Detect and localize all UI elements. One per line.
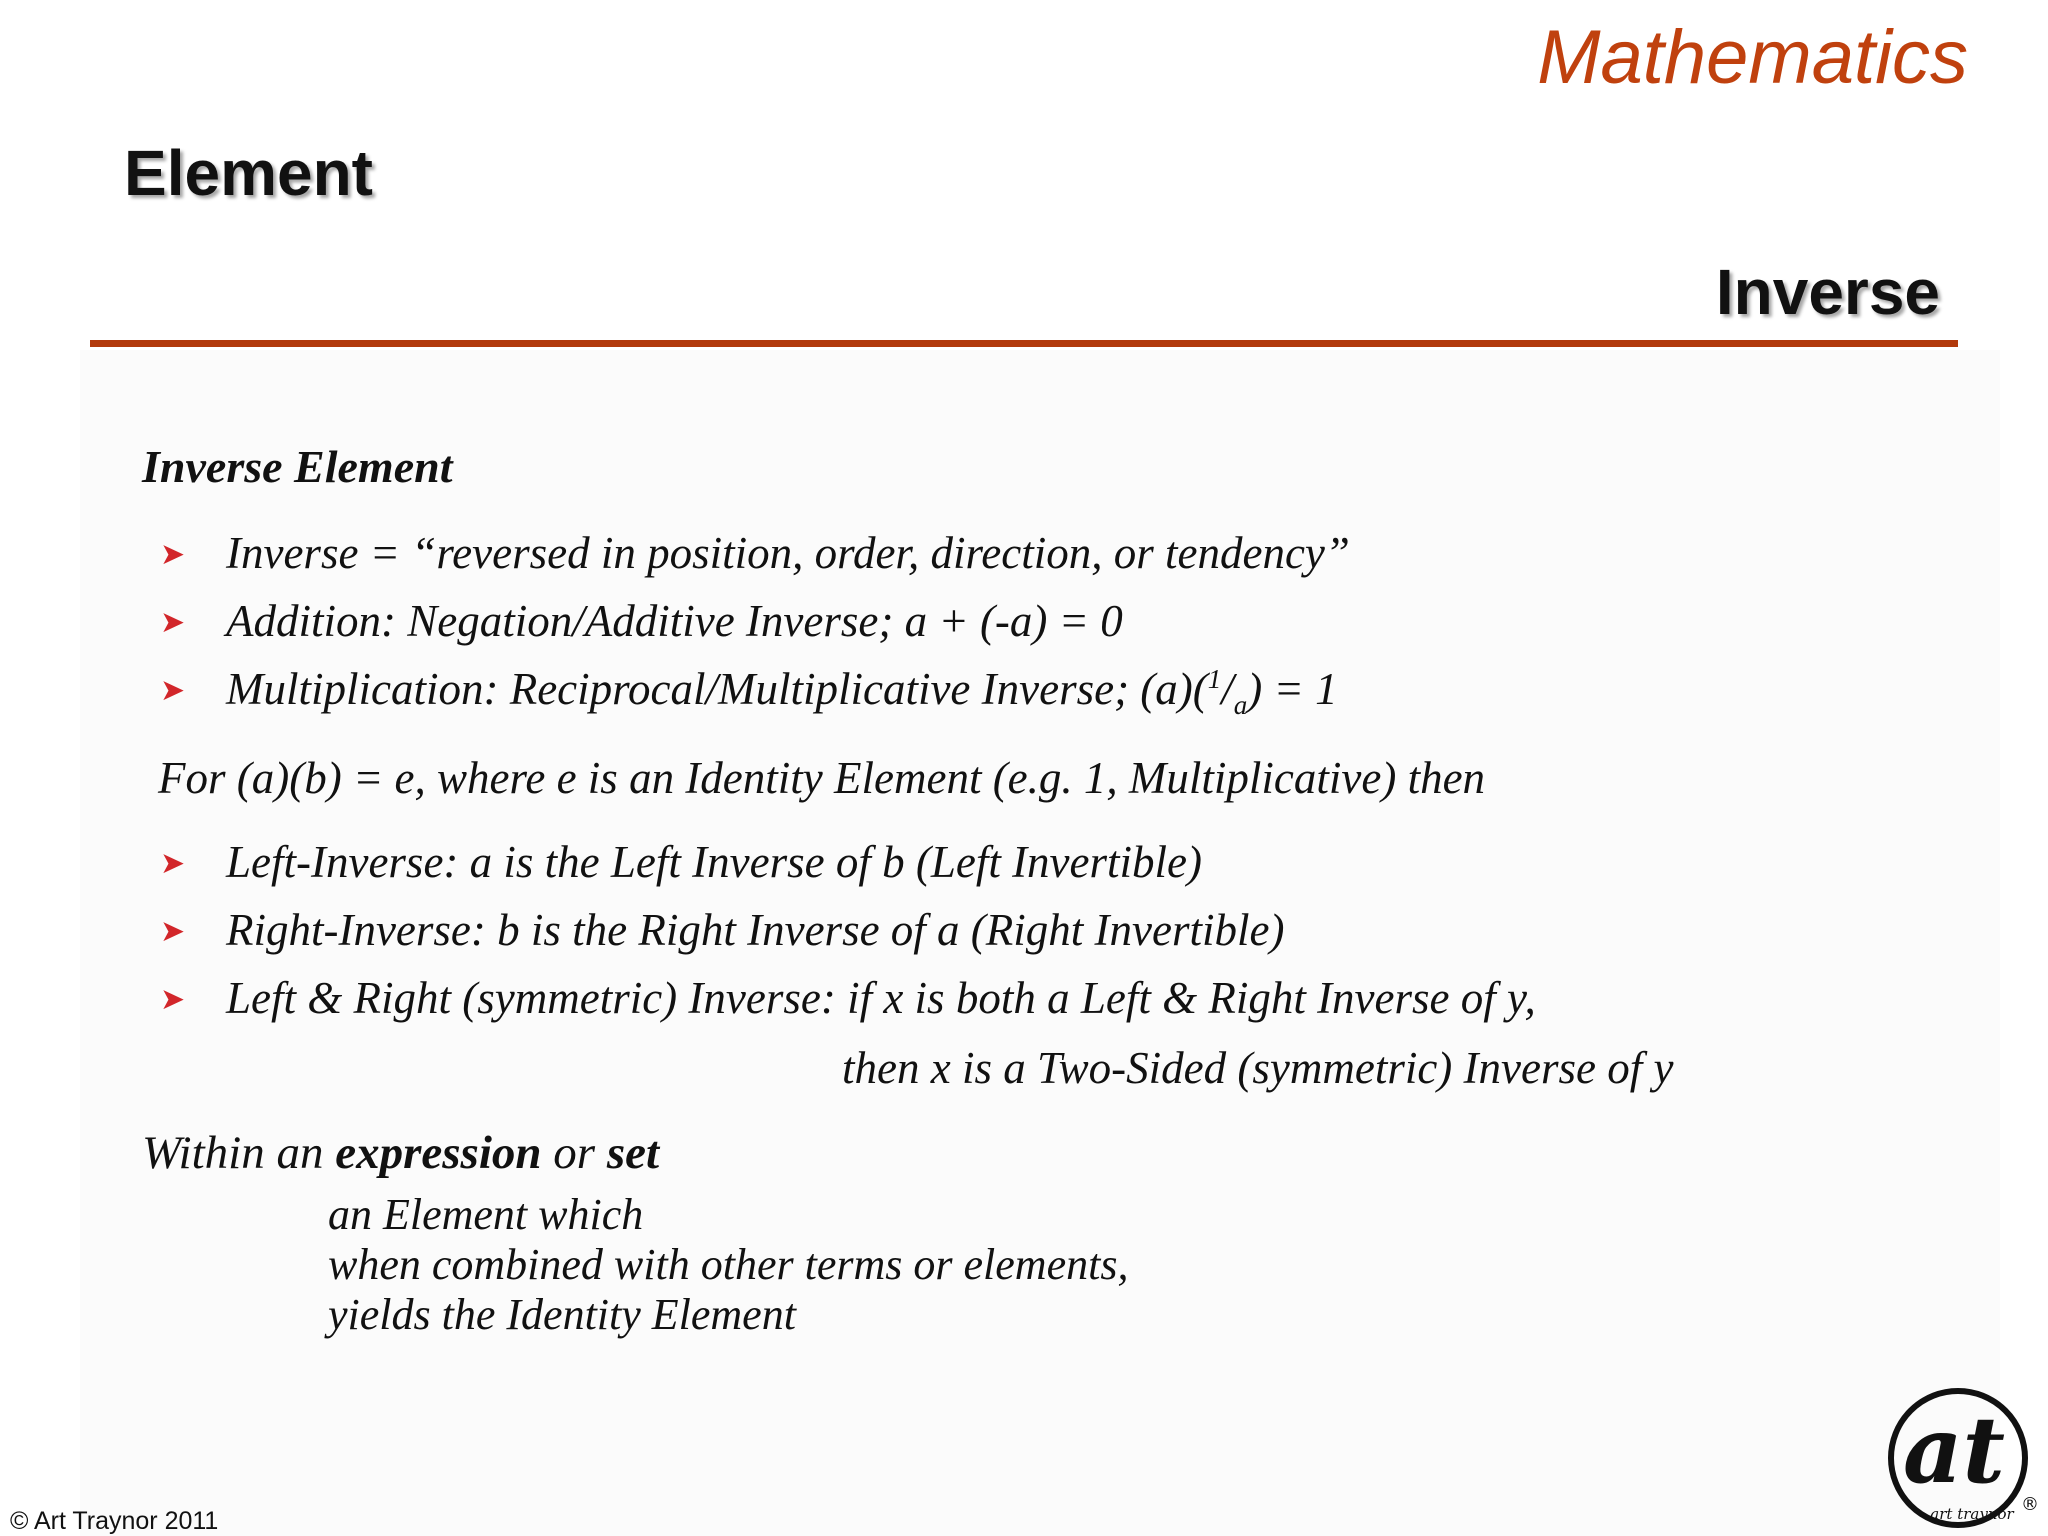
arrow-bullet-icon: ➤ [160, 847, 186, 881]
set-term: set [606, 1127, 660, 1179]
title-divider [90, 340, 1958, 347]
arrow-bullet-icon: ➤ [160, 983, 186, 1017]
within-line [142, 1126, 659, 1180]
definition-line: yields the Identity Element [328, 1290, 796, 1339]
bullet-item [160, 527, 1350, 579]
arrow-bullet-icon: ➤ [160, 606, 186, 640]
art-traynor-logo [1884, 1386, 2044, 1532]
bullet-item [160, 904, 1284, 956]
within-text: Within an [142, 1127, 336, 1179]
copyright-notice: © Art Traynor 2011 [10, 1507, 219, 1535]
bullet-text: Right-Inverse: b is the Right Inverse of a (Right Invertible) [226, 905, 1285, 955]
svg-text:art traynor: art traynor [1930, 1505, 2014, 1523]
subject-label: Mathematics [1537, 15, 1968, 100]
arrow-bullet-icon: ➤ [160, 538, 186, 572]
section-heading: Inverse Element [142, 441, 453, 492]
bullet-item [160, 595, 1123, 647]
expression-term: expression [335, 1127, 542, 1179]
arrow-bullet-icon: ➤ [160, 674, 186, 708]
bullet-text: Left & Right (symmetric) Inverse: if x is both a Left & Right Inverse of y, [226, 973, 1536, 1023]
bullet-text: Left-Inverse: a is the Left Inverse of b (Left Invertible) [226, 837, 1202, 887]
bullet-text-end: ) = 1 [1247, 664, 1338, 714]
identity-intro: For (a)(b) = e, where e is an Identity Element (e.g. 1, Multiplicative) then [158, 753, 1486, 803]
definition-block [328, 1190, 1128, 1340]
within-or: or [541, 1127, 607, 1179]
bullet-text: Inverse = “reversed in position, order, direction, or tendency” [226, 528, 1350, 578]
bullet-item [160, 972, 1536, 1024]
definition-line: when combined with other terms or elements, [328, 1240, 1129, 1289]
bullet-continuation: then x is a Two-Sided (symmetric) Inverse of y [842, 1043, 1674, 1093]
slide-title: Element [124, 137, 373, 209]
fraction-slash: / [1221, 664, 1234, 714]
bullet-text: Addition: Negation/Additive Inverse; a + (-a) = 0 [226, 596, 1123, 646]
bullet-text: Multiplication: Reciprocal/Multiplicative Inverse; (a)( [226, 664, 1208, 714]
slide-subtitle: Inverse [1715, 256, 1940, 328]
definition-line: an Element which [328, 1190, 644, 1239]
fraction-denominator: a [1233, 690, 1248, 720]
fraction-numerator: 1 [1207, 664, 1222, 694]
svg-text:®: ® [2021, 1494, 2039, 1515]
bullet-item [160, 836, 1202, 888]
bullet-item [160, 663, 1338, 720]
svg-text:at: at [1902, 1396, 2006, 1504]
arrow-bullet-icon: ➤ [160, 915, 186, 949]
